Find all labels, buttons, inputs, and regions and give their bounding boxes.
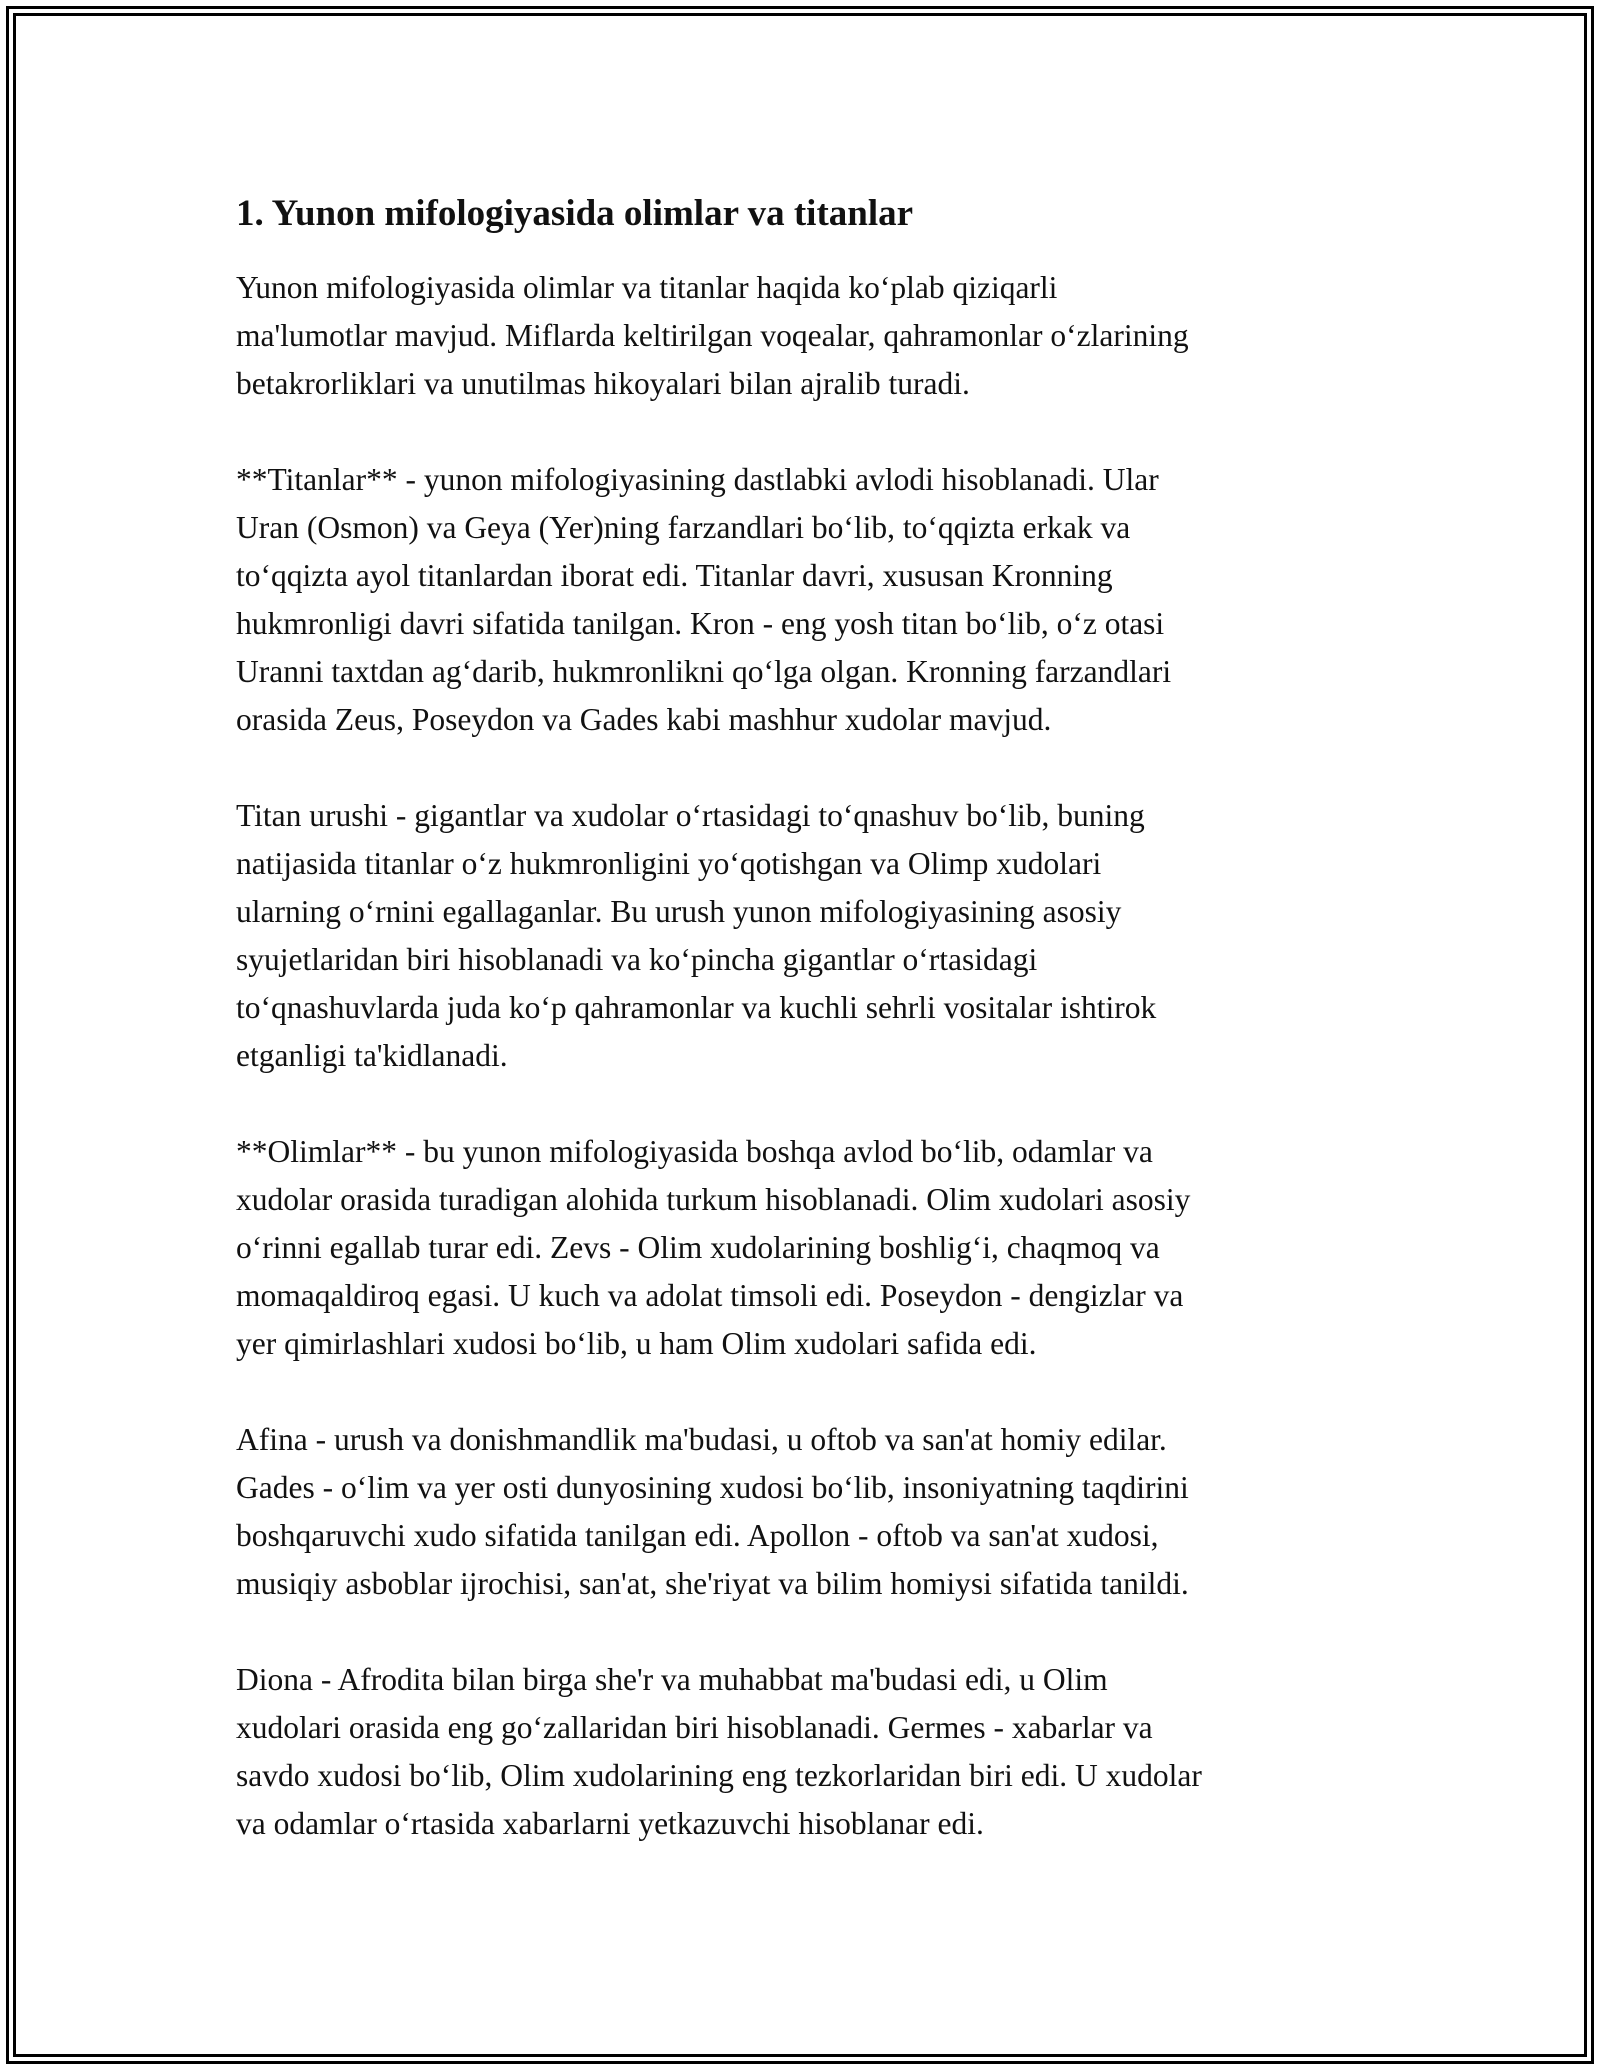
paragraph-olimlar: **Olimlar** - bu yunon mifologiyasida boshqa avlod boʻlib, odamlar va xudolar orasida turadigan alohida turkum hisoblanadi. Olim xudolari asosiy oʻrinni egallab turar edi. Zevs - Olim xudolarining boshligʻi, chaqmoq va momaqaldiroq egasi. U kuch va adolat timsoli edi. Poseydon - dengizlar va yer qimirlashlari xudosi boʻlib, u ham Olim xudolari safida edi. <box>236 1134 1191 1361</box>
paragraph-titan-urushi: Titan urushi - gigantlar va xudolar oʻrtasidagi toʻqnashuv boʻlib, buning natijasida titanlar oʻz hukmronligini yoʻqotishgan va Olimp xudolari ularning oʻrnini egallaganlar. Bu urush yunon mifologiyasining asosiy syujetlaridan biri hisoblanadi va koʻpincha gigantlar oʻrtasidagi toʻqnashuvlarda juda koʻp qahramonlar va kuchli sehrli vositalar ishtirok etganligi ta'kidlanadi. <box>236 798 1157 1073</box>
section-heading: 1. Yunon mifologiyasida olimlar va titanlar <box>236 193 914 234</box>
paragraph-intro: Yunon mifologiyasida olimlar va titanlar haqida koʻplab qiziqarli ma'lumotlar mavjud. Miflarda keltirilgan voqealar, qahramonlar oʻzlarining betakrorliklari va unutilmas hikoyalari bilan ajralib turadi. <box>236 270 1189 401</box>
paragraph-diona-germes: Diona - Afrodita bilan birga she'r va muhabbat ma'budasi edi, u Olim xudolari orasida eng goʻzallaridan biri hisoblanadi. Germes - xabarlar va savdo xudosi boʻlib, Olim xudolarining eng tezkorlaridan biri edi. U xudolar va odamlar oʻrtasida xabarlarni yetkazuvchi hisoblanar edi. <box>236 1662 1202 1841</box>
paragraph-afina-gades-apollon: Afina - urush va donishmandlik ma'budasi, u oftob va san'at homiy edilar. Gades - oʻlim va yer osti dunyosining xudosi boʻlib, insoniyatning taqdirini boshqaruvchi xudo sifatida tanilgan edi. Apollon - oftob va san'at xudosi, musiqiy asboblar ijrochisi, san'at, she'riyat va bilim homiysi sifatida tanildi. <box>236 1422 1189 1601</box>
paragraph-titanlar: **Titanlar** - yunon mifologiyasining dastlabki avlodi hisoblanadi. Ular Uran (Osmon) va Geya (Yer)ning farzandlari boʻlib, toʻqqizta erkak va toʻqqizta ayol titanlardan iborat edi. Titanlar davri, xususan Kronning hukmronligi davri sifatida tanilgan. Kron - eng yosh titan boʻlib, oʻz otasi Uranni taxtdan agʻdarib, hukmronlikni qoʻlga olgan. Kronning farzandlari orasida Zeus, Poseydon va Gades kabi mashhur xudolar mavjud. <box>236 462 1172 737</box>
document-body <box>236 186 1376 1896</box>
